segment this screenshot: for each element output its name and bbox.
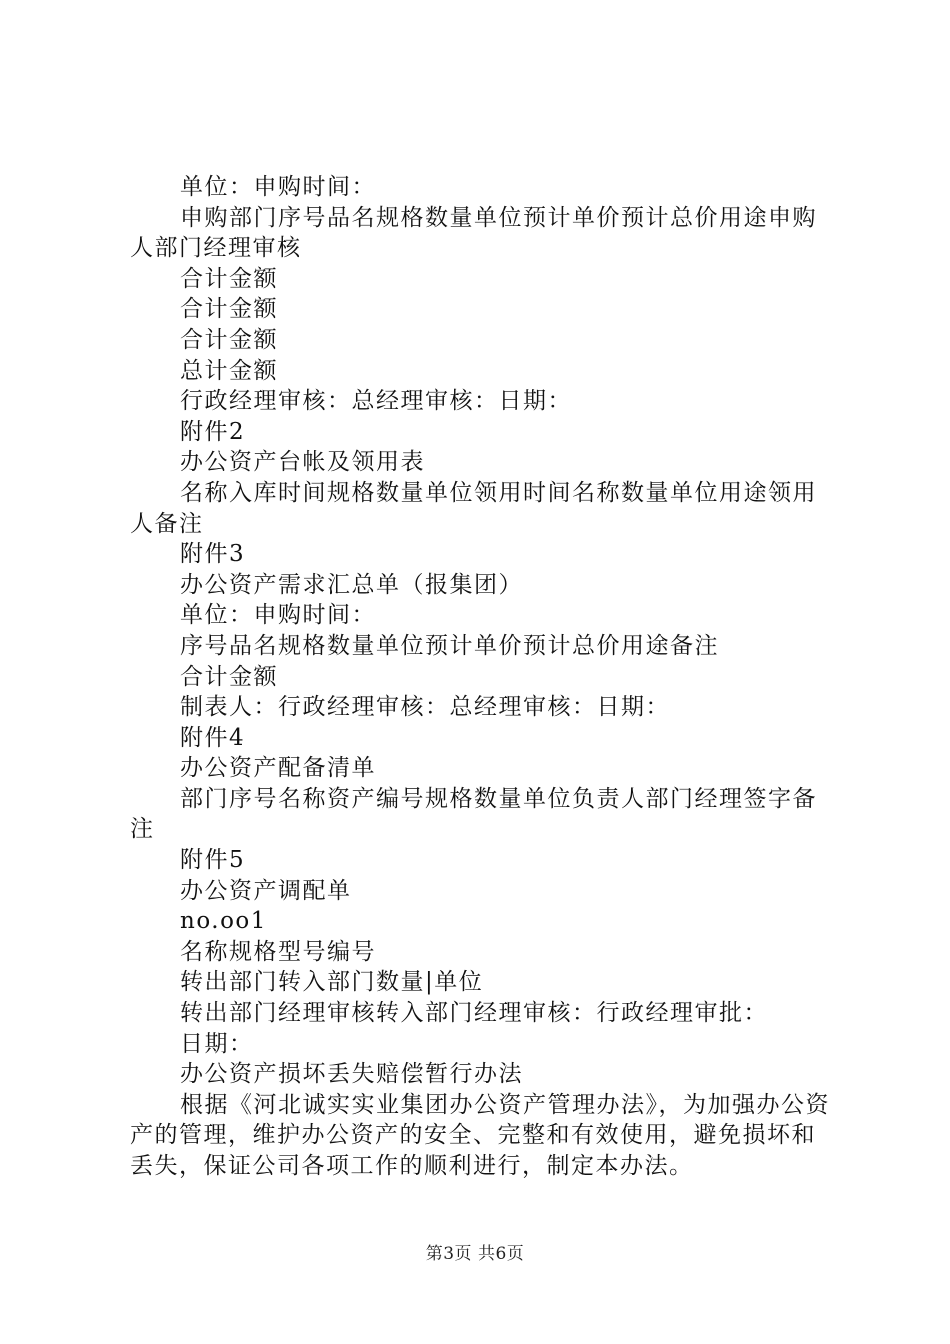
text-line: 合计金额 [180,296,278,323]
text-line: 单位：申购时间： [180,602,376,629]
attachment-heading: 附件5 [180,847,246,874]
page-number-footer: 第3页 共6页 [425,1244,525,1264]
document-body [130,172,830,1182]
text-line: 制表人：行政经理审核：总经理审核：日期： [180,694,670,721]
form-title: 办公资产需求汇总单（报集团） [180,571,523,598]
attachment-heading: 附件4 [180,724,246,751]
section-title: 办公资产损坏丢失赔偿暂行办法 [180,1061,523,1088]
body-paragraph: 根据《河北诚实实业集团办公资产管理办法》，为加强办公资产的管理，维护办公资产的安全、完整和有效使用，避免损坏和丢失，保证公司各项工作的顺利进行，制定本办法。 [130,1091,830,1179]
text-line: 转出部门经理审核转入部门经理审核：行政经理审批： [180,1000,768,1027]
text-line: 合计金额 [180,326,278,353]
form-title: 办公资产配备清单 [180,755,376,782]
text-line: 合计金额 [180,265,278,292]
text-line: 申购部门序号品名规格数量单位预计单价预计总价用途申购人部门经理审核 [130,204,817,262]
text-line: 名称规格型号编号 [180,938,376,965]
text-line: 总计金额 [180,357,278,384]
text-line: 单位：申购时间： [180,174,376,200]
text-line: 日期： [180,1030,254,1057]
text-line: 部门序号名称资产编号规格数量单位负责人部门经理签字备注 [130,785,817,843]
attachment-heading: 附件3 [180,541,246,568]
form-title: 办公资产调配单 [180,877,352,904]
text-line: 合计金额 [180,663,278,690]
text-line: 名称入库时间规格数量单位领用时间名称数量单位用途领用人备注 [130,479,817,537]
form-number: no.oo1 [180,908,267,935]
text-line: 转出部门转入部门数量|单位 [180,969,484,996]
text-line: 序号品名规格数量单位预计单价预计总价用途备注 [180,632,719,659]
form-title: 办公资产台帐及领用表 [180,449,425,476]
text-line: 行政经理审核：总经理审核：日期： [180,388,572,415]
attachment-heading: 附件2 [180,418,246,445]
